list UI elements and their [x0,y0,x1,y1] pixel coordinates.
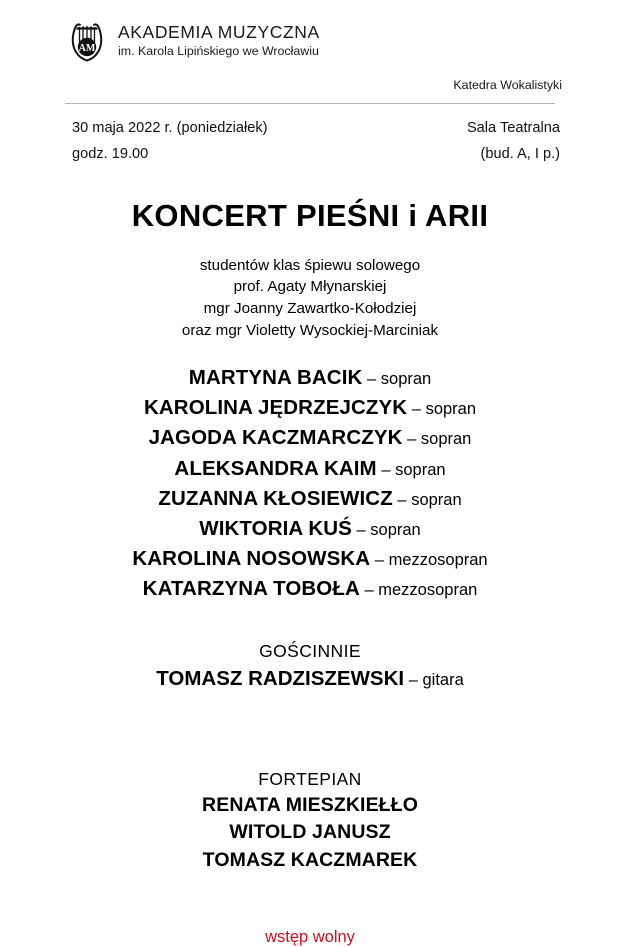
performer-row [0,393,620,423]
performer-name: MARTYNA BACIK [188,366,363,390]
performer-voice-type: mezzosopran [378,581,478,600]
performer-name: WIKTORIA KUŚ [199,516,352,540]
performer-voice-type: sopran [370,520,421,539]
performer-name: KAROLINA NOSOWSKA [132,546,371,570]
department-line [0,64,620,92]
performer-row [0,514,620,544]
piano-section [0,766,620,875]
performer-list [0,363,620,604]
performer-voice-type: sopran [380,370,432,389]
performer-row [0,423,620,453]
performer-dash: – [362,370,381,389]
performer-row [0,363,620,393]
guest-dash: – [404,671,423,690]
event-date: 30 maja 2022 r. (poniedziałek) [72,120,268,136]
event-venue: Sala Teatralna [466,120,560,136]
performer-row [0,484,620,514]
performer-dash: – [359,581,379,600]
svg-text:AM: AM [78,43,96,55]
performer-name: KATARZYNA TOBOŁA [142,577,360,601]
footer-section [0,928,620,947]
event-venue-detail: (bud. A, I p.) [480,145,560,162]
performer-name: KAROLINA JĘDRZEJCZYK [143,396,408,420]
performer-dash: – [392,490,412,509]
event-meta [72,116,560,167]
institution-wordmark [118,23,320,58]
guest-performer [0,664,620,693]
performer-dash: – [376,460,396,479]
performer-row [0,544,620,574]
performer-name: ALEKSANDRA KAIM [174,456,377,480]
performer-dash: – [407,400,426,419]
institution-patron: im. Karola Lipińskiego we Wrocławiu [118,43,319,58]
students-line: studentów klas śpiewu solowego [199,256,421,274]
department-label: Katedra Wokalistyki [453,78,562,92]
admission-notice: wstęp wolny [265,927,355,946]
guest-name: TOMASZ RADZISZEWSKI [156,667,405,691]
students-block [0,255,620,341]
piano-name-list [0,792,620,875]
students-line: prof. Agaty Młynarskiej [233,278,387,296]
page-title: KONCERT PIEŚNI i ARII [131,198,489,234]
piano-performer-name: TOMASZ KACZMAREK [202,849,418,872]
performer-row [0,454,620,484]
guest-section [0,638,620,693]
students-line: oraz mgr Violetty Wysockiej-Marciniak [181,321,439,339]
performer-dash: – [351,520,371,539]
performer-row [0,574,620,604]
performer-voice-type: sopran [411,490,462,509]
lyre-emblem-icon [68,18,106,64]
performer-voice-type: sopran [395,460,446,479]
event-meta-row-time [72,142,560,168]
students-line: mgr Joanny Zawartko-Kołodziej [203,299,417,317]
guest-instrument: gitara [422,671,464,690]
guest-label: GOŚCINNIE [259,641,361,662]
piano-label: FORTEPIAN [258,768,362,789]
performer-dash: – [370,550,389,569]
performer-dash: – [402,430,421,449]
header-divider [65,103,555,104]
performer-voice-type: mezzosopran [388,550,488,569]
piano-performer-name: WITOLD JANUSZ [229,821,391,844]
performer-name: JAGODA KACZMARCZYK [148,426,403,450]
performer-name: ZUZANNA KŁOSIEWICZ [158,486,393,510]
event-meta-row-date [72,116,560,142]
performer-voice-type: sopran [425,400,477,419]
piano-performer-name: RENATA MIESZKIEŁŁO [202,793,418,816]
institution-name: AKADEMIA MUZYCZNA [118,22,320,43]
institution-header [0,0,620,64]
performer-voice-type: sopran [420,430,472,449]
event-time: godz. 19.00 [72,145,149,162]
